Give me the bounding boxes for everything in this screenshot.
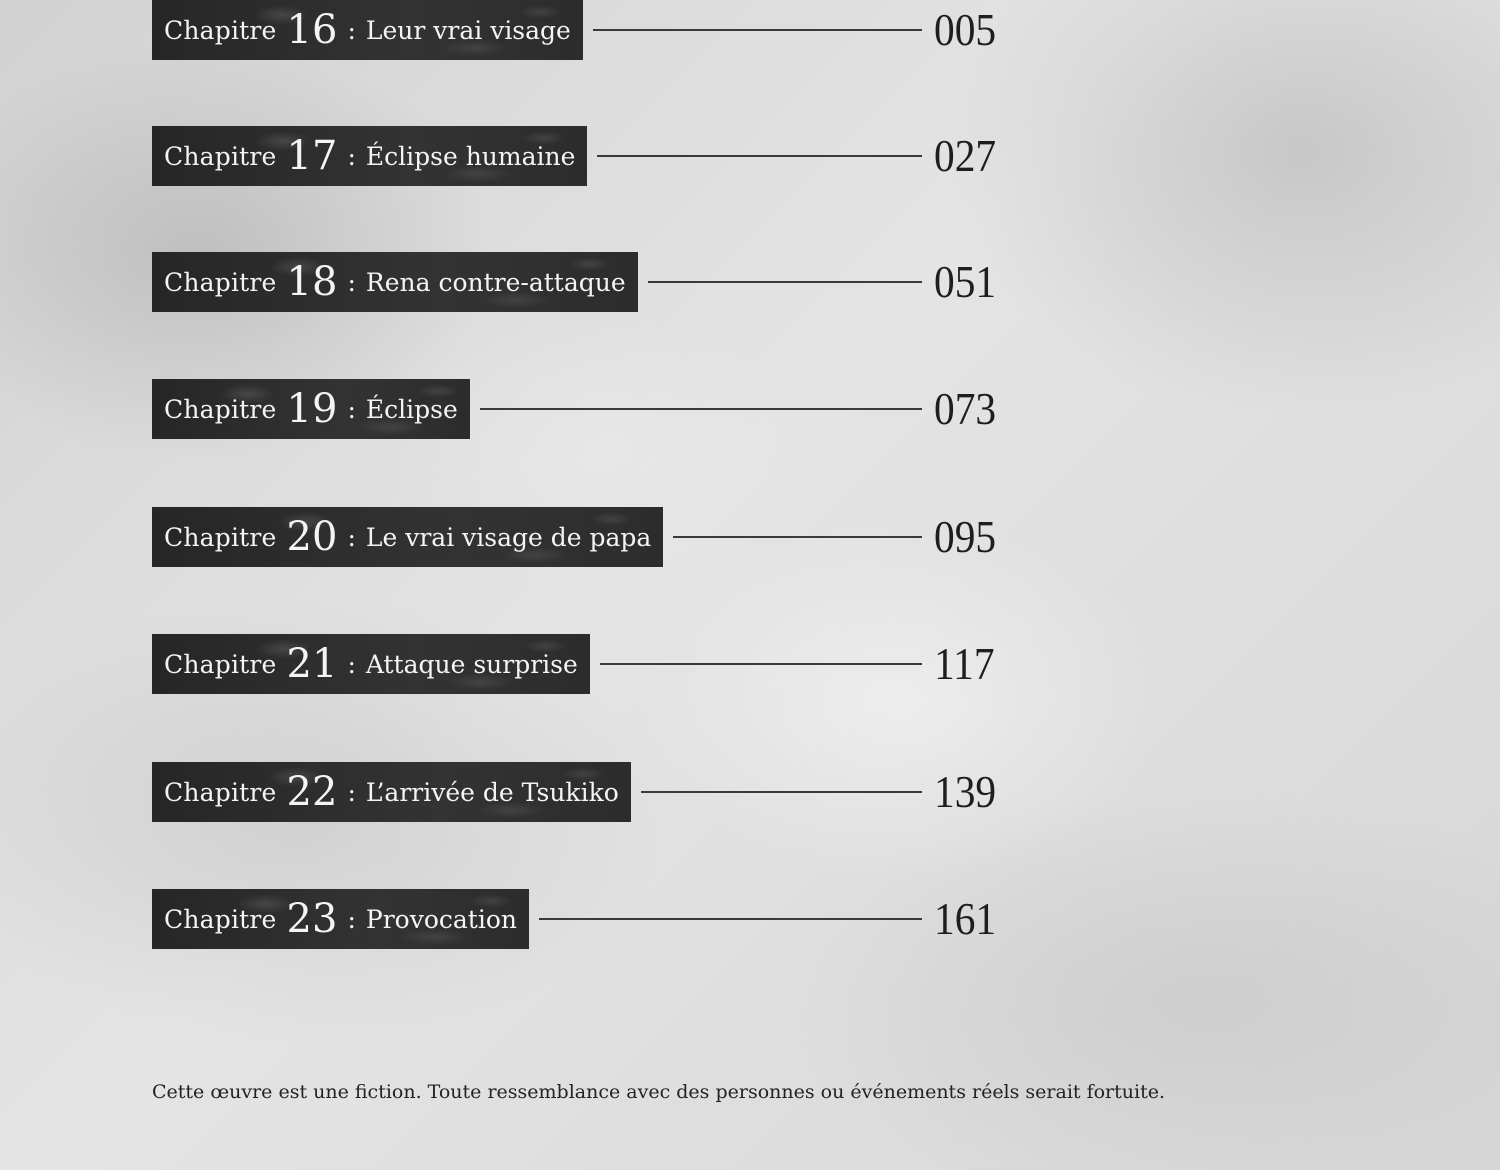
chapter-separator: : bbox=[347, 522, 356, 552]
page-number: 073 bbox=[934, 383, 997, 434]
leader-line bbox=[593, 29, 922, 31]
toc-entry-chapter-22[interactable] bbox=[152, 762, 1000, 822]
chapter-number: 20 bbox=[286, 514, 338, 560]
chapter-label bbox=[152, 379, 470, 439]
toc-entry-chapter-17[interactable] bbox=[152, 126, 1000, 186]
chapter-word: Chapitre bbox=[164, 267, 277, 297]
page-number: 161 bbox=[934, 893, 997, 944]
chapter-label bbox=[152, 252, 638, 312]
chapter-number: 23 bbox=[286, 896, 338, 942]
chapter-label bbox=[152, 889, 529, 949]
chapter-separator: : bbox=[347, 15, 356, 45]
chapter-word: Chapitre bbox=[164, 649, 277, 679]
chapter-separator: : bbox=[347, 267, 356, 297]
page-number: 051 bbox=[934, 256, 997, 307]
page-number: 027 bbox=[934, 130, 997, 181]
chapter-separator: : bbox=[347, 904, 356, 934]
chapter-label bbox=[152, 126, 587, 186]
chapter-title: Provocation bbox=[365, 904, 517, 934]
leader-line bbox=[673, 536, 922, 538]
chapter-separator: : bbox=[347, 141, 356, 171]
chapter-title: Attaque surprise bbox=[365, 649, 578, 679]
leader-line bbox=[539, 918, 922, 920]
chapter-word: Chapitre bbox=[164, 777, 277, 807]
leader-line bbox=[641, 791, 922, 793]
chapter-number: 22 bbox=[286, 769, 338, 815]
page-number: 117 bbox=[934, 638, 995, 689]
leader-line bbox=[480, 408, 922, 410]
chapter-number: 21 bbox=[286, 641, 338, 687]
chapter-label bbox=[152, 762, 631, 822]
chapter-number: 18 bbox=[286, 259, 338, 305]
chapter-title: Leur vrai visage bbox=[365, 15, 571, 45]
leader-line bbox=[600, 663, 922, 665]
toc-entry-chapter-18[interactable] bbox=[152, 252, 1000, 312]
toc-entry-chapter-21[interactable] bbox=[152, 634, 1000, 694]
chapter-separator: : bbox=[347, 777, 356, 807]
chapter-title: Éclipse bbox=[365, 394, 458, 424]
chapter-label bbox=[152, 507, 663, 567]
chapter-word: Chapitre bbox=[164, 394, 277, 424]
fiction-disclaimer: Cette œuvre est une fiction. Toute ressemblance avec des personnes ou événements réels serait fortuite. bbox=[152, 1081, 1166, 1103]
chapter-number: 19 bbox=[286, 386, 338, 432]
page-number: 005 bbox=[934, 4, 997, 55]
chapter-title: Éclipse humaine bbox=[365, 141, 576, 171]
leader-line bbox=[648, 281, 922, 283]
page-number: 139 bbox=[934, 766, 997, 817]
chapter-number: 16 bbox=[286, 7, 338, 53]
toc-entry-chapter-20[interactable] bbox=[152, 507, 1000, 567]
chapter-label bbox=[152, 0, 583, 60]
chapter-word: Chapitre bbox=[164, 141, 277, 171]
chapter-separator: : bbox=[347, 649, 356, 679]
leader-line bbox=[597, 155, 922, 157]
chapter-word: Chapitre bbox=[164, 15, 277, 45]
page-number: 095 bbox=[934, 511, 997, 562]
toc-entry-chapter-19[interactable] bbox=[152, 379, 1000, 439]
chapter-separator: : bbox=[347, 394, 356, 424]
chapter-title: L’arrivée de Tsukiko bbox=[365, 777, 619, 807]
chapter-number: 17 bbox=[286, 133, 338, 179]
toc-entry-chapter-16[interactable] bbox=[152, 0, 1000, 60]
chapter-word: Chapitre bbox=[164, 904, 277, 934]
chapter-word: Chapitre bbox=[164, 522, 277, 552]
toc-entry-chapter-23[interactable] bbox=[152, 889, 1000, 949]
chapter-label bbox=[152, 634, 590, 694]
chapter-title: Le vrai visage de papa bbox=[365, 522, 652, 552]
chapter-title: Rena contre-attaque bbox=[365, 267, 626, 297]
